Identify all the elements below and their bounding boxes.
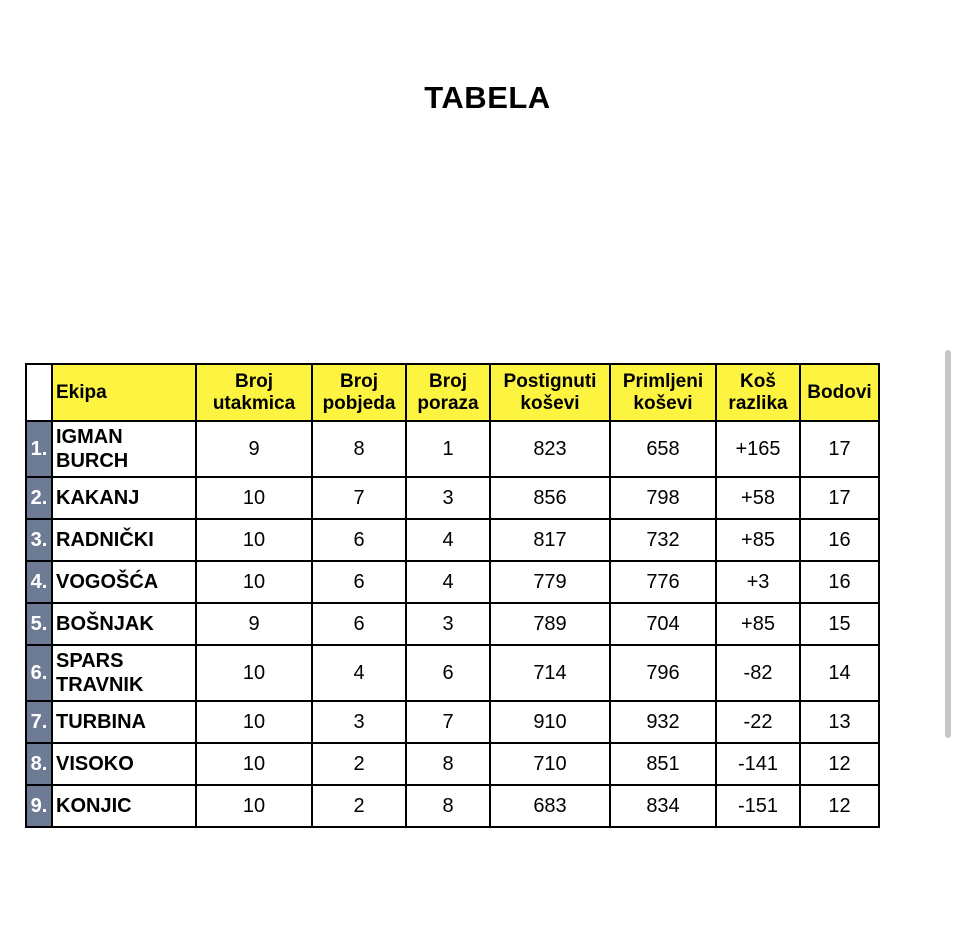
scored-cell: 779 [490, 561, 610, 603]
points-cell: 13 [800, 701, 879, 743]
losses-cell: 8 [406, 785, 490, 827]
header-points-scored: Postignuti koševi [490, 364, 610, 421]
team-cell: VOGOŠĆA [52, 561, 196, 603]
page-title: TABELA [424, 80, 551, 115]
rank-cell: 6. [26, 645, 52, 701]
table-row [26, 603, 879, 645]
rank-cell: 3. [26, 519, 52, 561]
conceded-cell: 932 [610, 701, 716, 743]
rank-cell: 8. [26, 743, 52, 785]
losses-cell: 3 [406, 477, 490, 519]
standings-table [25, 363, 880, 828]
conceded-cell: 732 [610, 519, 716, 561]
header-standing-points: Bodovi [800, 364, 879, 421]
header-point-difference: Koš razlika [716, 364, 800, 421]
difference-cell: -141 [716, 743, 800, 785]
difference-cell: +3 [716, 561, 800, 603]
rank-cell: 9. [26, 785, 52, 827]
played-cell: 9 [196, 603, 312, 645]
team-cell: IGMAN BURCH [52, 421, 196, 477]
header-losses: Broj poraza [406, 364, 490, 421]
table-row [26, 561, 879, 603]
team-cell: TURBINA [52, 701, 196, 743]
header-played: Broj utakmica [196, 364, 312, 421]
wins-cell: 7 [312, 477, 406, 519]
table-row [26, 645, 879, 701]
rank-cell: 7. [26, 701, 52, 743]
header-points-conceded: Primljeni koševi [610, 364, 716, 421]
played-cell: 10 [196, 477, 312, 519]
team-cell: KAKANJ [52, 477, 196, 519]
header-row [26, 364, 879, 421]
conceded-cell: 834 [610, 785, 716, 827]
scored-cell: 789 [490, 603, 610, 645]
losses-cell: 4 [406, 561, 490, 603]
losses-cell: 1 [406, 421, 490, 477]
points-cell: 16 [800, 519, 879, 561]
losses-cell: 6 [406, 645, 490, 701]
conceded-cell: 798 [610, 477, 716, 519]
scored-cell: 683 [490, 785, 610, 827]
team-cell: KONJIC [52, 785, 196, 827]
losses-cell: 4 [406, 519, 490, 561]
difference-cell: -151 [716, 785, 800, 827]
played-cell: 10 [196, 645, 312, 701]
conceded-cell: 776 [610, 561, 716, 603]
points-cell: 17 [800, 477, 879, 519]
header-rank [26, 364, 52, 421]
team-cell: BOŠNJAK [52, 603, 196, 645]
rank-cell: 2. [26, 477, 52, 519]
table-row [26, 743, 879, 785]
header-wins: Broj pobjeda [312, 364, 406, 421]
losses-cell: 7 [406, 701, 490, 743]
losses-cell: 8 [406, 743, 490, 785]
rank-cell: 5. [26, 603, 52, 645]
played-cell: 10 [196, 785, 312, 827]
vertical-scrollbar[interactable] [945, 350, 951, 738]
difference-cell: -82 [716, 645, 800, 701]
header-team: Ekipa [52, 364, 196, 421]
wins-cell: 2 [312, 785, 406, 827]
difference-cell: +85 [716, 603, 800, 645]
wins-cell: 6 [312, 603, 406, 645]
scored-cell: 710 [490, 743, 610, 785]
difference-cell: +58 [716, 477, 800, 519]
table-row [26, 785, 879, 827]
scored-cell: 714 [490, 645, 610, 701]
played-cell: 10 [196, 743, 312, 785]
wins-cell: 2 [312, 743, 406, 785]
played-cell: 9 [196, 421, 312, 477]
points-cell: 14 [800, 645, 879, 701]
played-cell: 10 [196, 701, 312, 743]
table-row [26, 477, 879, 519]
difference-cell: +85 [716, 519, 800, 561]
scored-cell: 910 [490, 701, 610, 743]
scored-cell: 856 [490, 477, 610, 519]
rank-cell: 1. [26, 421, 52, 477]
points-cell: 12 [800, 743, 879, 785]
table-row [26, 519, 879, 561]
points-cell: 15 [800, 603, 879, 645]
played-cell: 10 [196, 519, 312, 561]
points-cell: 17 [800, 421, 879, 477]
table-row [26, 701, 879, 743]
played-cell: 10 [196, 561, 312, 603]
difference-cell: +165 [716, 421, 800, 477]
conceded-cell: 704 [610, 603, 716, 645]
scored-cell: 817 [490, 519, 610, 561]
team-cell: SPARS TRAVNIK [52, 645, 196, 701]
wins-cell: 3 [312, 701, 406, 743]
conceded-cell: 796 [610, 645, 716, 701]
points-cell: 16 [800, 561, 879, 603]
wins-cell: 6 [312, 561, 406, 603]
wins-cell: 6 [312, 519, 406, 561]
scored-cell: 823 [490, 421, 610, 477]
table-row [26, 421, 879, 477]
losses-cell: 3 [406, 603, 490, 645]
conceded-cell: 658 [610, 421, 716, 477]
wins-cell: 8 [312, 421, 406, 477]
conceded-cell: 851 [610, 743, 716, 785]
points-cell: 12 [800, 785, 879, 827]
rank-cell: 4. [26, 561, 52, 603]
difference-cell: -22 [716, 701, 800, 743]
team-cell: VISOKO [52, 743, 196, 785]
wins-cell: 4 [312, 645, 406, 701]
team-cell: RADNIČKI [52, 519, 196, 561]
